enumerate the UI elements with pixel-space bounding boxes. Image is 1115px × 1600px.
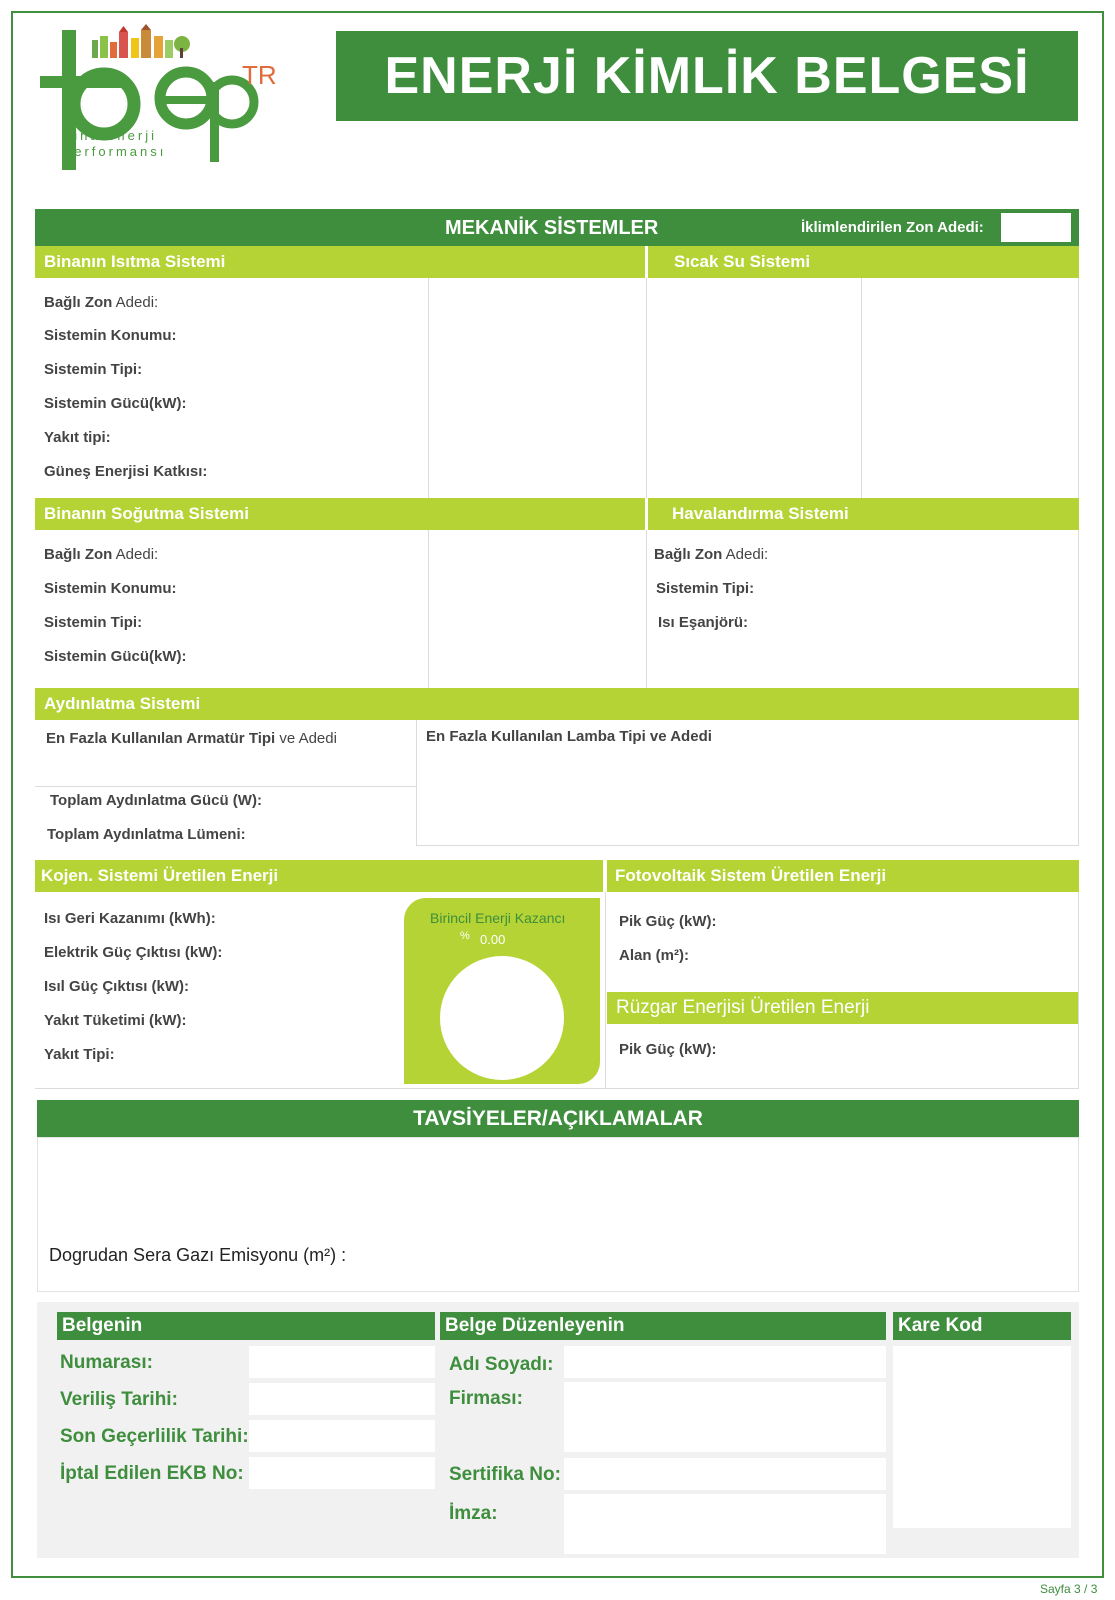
divider [1078, 720, 1079, 846]
divider [428, 278, 429, 498]
havalandirma-row-label: Sistemin Tipi: [656, 580, 755, 597]
belgenin-gecerlilik-field[interactable] [249, 1420, 435, 1452]
tavsiyeler-body [37, 1137, 1079, 1292]
havalandirma-row [656, 580, 754, 597]
sogutma-row-label: Sistemin Konumu: [44, 580, 177, 597]
havalandirma-header: Havalandırma Sistemi [648, 498, 1079, 530]
isitma-row [44, 294, 158, 311]
divider [416, 845, 1079, 846]
isitma-row-label: Sistemin Konumu: [44, 327, 177, 344]
isitma-row-label: Sistemin Gücü(kW): [44, 395, 187, 412]
havalandirma-row-label: Bağlı Zon [654, 546, 723, 563]
divider [1078, 892, 1079, 1088]
sogutma-row [44, 614, 142, 631]
karekod-area [893, 1346, 1071, 1528]
aydinlatma-lumen-label: Toplam Aydınlatma Lümeni: [47, 826, 246, 843]
sogutma-header: Binanın Soğutma Sistemi [35, 498, 645, 530]
isitma-row-label: Bağlı Zon [44, 294, 113, 311]
duzenleyen-imza-field[interactable] [564, 1494, 886, 1554]
aydinlatma-guc-label: Toplam Aydınlatma Gücü (W): [50, 792, 262, 809]
lamba-label: En Fazla Kullanılan Lamba Tipi ve Adedi [426, 728, 712, 745]
duzenleyen-header: Belge Düzenleyenin [440, 1312, 886, 1340]
belgenin-verilis-label: Veriliş Tarihi: [60, 1389, 178, 1410]
duzenleyen-firma-label: Firması: [449, 1388, 523, 1409]
sogutma-row-suffix: Adedi: [112, 546, 159, 563]
kojen-row: Elektrik Güç Çıktısı (kW): [44, 944, 223, 961]
divider [861, 278, 862, 498]
isitma-row [44, 395, 187, 412]
energy-gain-panel [404, 898, 600, 1084]
isitma-row [44, 463, 207, 480]
energy-gain-dial [440, 956, 564, 1080]
belgenin-numara-label: Numarası: [60, 1352, 153, 1373]
belgenin-verilis-field[interactable] [249, 1383, 435, 1415]
kojen-row: Yakıt Tüketimi (kW): [44, 1012, 187, 1029]
page-number: Sayfa 3 / 3 [1040, 1582, 1098, 1596]
fotovoltaik-header: Fotovoltaik Sistem Üretilen Enerji [607, 860, 1079, 892]
energy-gain-unit: % [460, 930, 470, 942]
fotovoltaik-row: Pik Güç (kW): [619, 913, 717, 930]
armatur-label-suffix: ve Adedi [275, 730, 337, 747]
isitma-row [44, 361, 142, 378]
belgenin-iptal-field[interactable] [249, 1457, 435, 1489]
sogutma-row-label: Sistemin Tipi: [44, 614, 143, 631]
bep-logo [36, 22, 276, 172]
sogutma-row [44, 546, 158, 563]
armatur-label-bold: En Fazla Kullanılan Armatür Tipi [46, 730, 276, 747]
belgenin-numara-field[interactable] [249, 1346, 435, 1378]
aydinlatma-header: Aydınlatma Sistemi [35, 688, 1079, 720]
kojen-row: Isıl Güç Çıktısı (kW): [44, 978, 190, 995]
kojen-row: Isı Geri Kazanımı (kWh): [44, 910, 216, 927]
sogutma-row-label: Sistemin Gücü(kW): [44, 648, 187, 665]
divider [416, 720, 417, 846]
logo-superscript: TR [242, 60, 277, 90]
havalandirma-row [658, 614, 748, 631]
kojen-header: Kojen. Sistemi Üretilen Enerji [35, 860, 603, 892]
duzenleyen-sertifika-label: Sertifika No: [449, 1464, 561, 1485]
logo-tagline-1: bina enerji [64, 128, 157, 143]
zone-count-field[interactable] [1001, 213, 1071, 242]
belgenin-iptal-label: İptal Edilen EKB No: [60, 1463, 244, 1484]
certificate-panel [37, 1302, 1079, 1558]
duzenleyen-imza-label: İmza: [449, 1503, 498, 1524]
divider [646, 278, 647, 498]
belgenin-header: Belgenin [57, 1312, 435, 1340]
isitma-row-label: Güneş Enerjisi Katkısı: [44, 463, 208, 480]
sogutma-row [44, 580, 177, 597]
document-title: ENERJİ KİMLİK BELGESİ [336, 31, 1078, 121]
mekanik-header [35, 209, 1079, 246]
isitma-row [44, 327, 177, 344]
sogutma-row-label: Bağlı Zon [44, 546, 113, 563]
sogutma-row [44, 648, 187, 665]
zone-count-label: İklimlendirilen Zon Adedi: [801, 219, 984, 236]
duzenleyen-ad-field[interactable] [564, 1346, 886, 1378]
sicak-su-header: Sıcak Su Sistemi [648, 246, 1079, 278]
kojen-row: Yakıt Tipi: [44, 1046, 115, 1063]
duzenleyen-firma-field[interactable] [564, 1382, 886, 1452]
emission-label: Dogrudan Sera Gazı Emisyonu (m²) : [49, 1245, 347, 1265]
isitma-row [44, 429, 111, 446]
isitma-header: Binanın Isıtma Sistemi [35, 246, 645, 278]
divider [428, 530, 429, 688]
fotovoltaik-row: Alan (m²): [619, 947, 689, 964]
divider [35, 1088, 1079, 1089]
tavsiyeler-header: TAVSİYELER/AÇIKLAMALAR [37, 1100, 1079, 1137]
duzenleyen-sertifika-field[interactable] [564, 1458, 886, 1490]
isitma-row-suffix: Adedi: [112, 294, 159, 311]
energy-gain-value: 0.00 [480, 932, 506, 947]
havalandirma-row-suffix: Adedi: [722, 546, 769, 563]
karekod-header: Kare Kod [893, 1312, 1071, 1340]
belgenin-gecerlilik-label: Son Geçerlilik Tarihi: [60, 1426, 249, 1447]
havalandirma-row-label: Isı Eşanjörü: [658, 614, 749, 631]
divider [35, 786, 416, 787]
divider [1078, 278, 1079, 498]
ruzgar-row: Pik Güç (kW): [619, 1041, 717, 1058]
logo-tagline-2: performansı [64, 144, 167, 159]
isitma-row-label: Yakıt tipi: [44, 429, 111, 446]
isitma-row-label: Sistemin Tipi: [44, 361, 143, 378]
mekanik-title: MEKANİK SİSTEMLER [445, 217, 659, 239]
energy-gain-title: Birincil Enerji Kazancı [430, 910, 566, 926]
duzenleyen-ad-label: Adı Soyadı: [449, 1354, 554, 1375]
divider [605, 892, 606, 1088]
divider [1078, 530, 1079, 688]
ruzgar-header: Rüzgar Enerjisi Üretilen Enerji [607, 992, 1079, 1024]
armatur-label [46, 730, 337, 747]
havalandirma-row [654, 546, 768, 563]
divider [646, 530, 647, 688]
